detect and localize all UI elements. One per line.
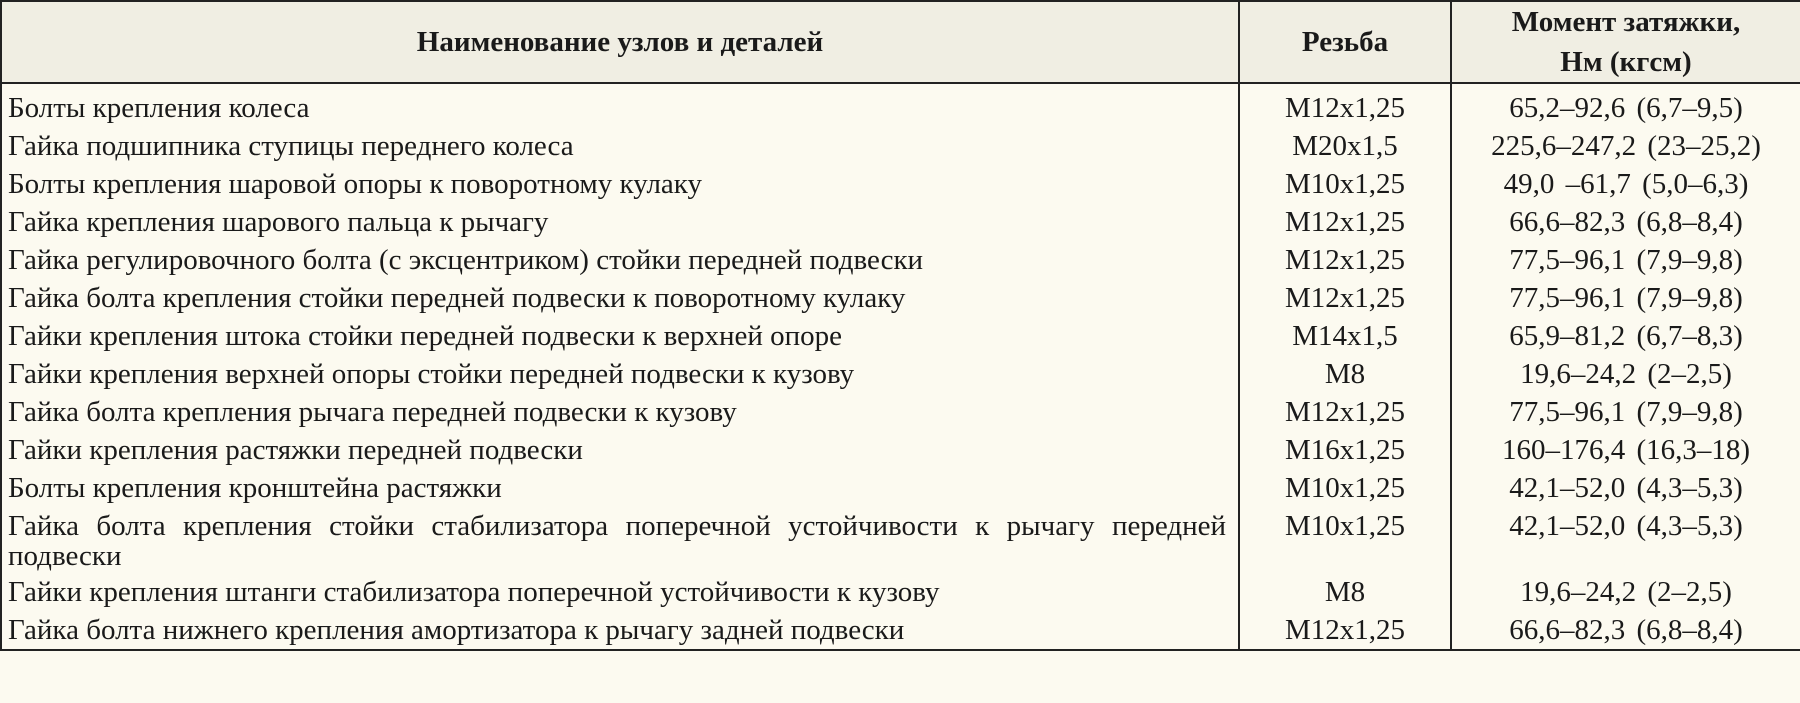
cell-torque: 42,1–52,0 (4,3–5,3)	[1451, 469, 1800, 507]
cell-name: Гайки крепления верхней опоры стойки передней подвески к кузову	[1, 355, 1239, 393]
table-body	[1, 83, 1800, 650]
table-row	[1, 611, 1800, 650]
table-row	[1, 203, 1800, 241]
header-row	[1, 1, 1800, 83]
table-header	[1, 1, 1800, 83]
cell-thread: M16x1,25	[1239, 431, 1451, 469]
cell-name: Гайки крепления штока стойки передней подвески к верхней опоре	[1, 317, 1239, 355]
cell-torque: 49,0 –61,7 (5,0–6,3)	[1451, 165, 1800, 203]
cell-name: Гайки крепления растяжки передней подвески	[1, 431, 1239, 469]
table-row	[1, 241, 1800, 279]
cell-thread: M8	[1239, 355, 1451, 393]
table-row	[1, 279, 1800, 317]
cell-thread: M12x1,25	[1239, 203, 1451, 241]
table-row	[1, 393, 1800, 431]
header-name: Наименование узлов и деталей	[1, 1, 1239, 83]
header-torque-line1: Момент затяжки,	[1511, 6, 1741, 38]
cell-name: Гайки крепления штанги стабилизатора поперечной устойчивости к кузову	[1, 573, 1239, 611]
cell-thread: M8	[1239, 573, 1451, 611]
cell-torque: 65,2–92,6 (6,7–9,5)	[1451, 83, 1800, 127]
cell-thread: M12x1,25	[1239, 241, 1451, 279]
table-row	[1, 127, 1800, 165]
cell-thread: M10x1,25	[1239, 507, 1451, 573]
cell-torque: 77,5–96,1 (7,9–9,8)	[1451, 393, 1800, 431]
cell-torque: 160–176,4 (16,3–18)	[1451, 431, 1800, 469]
cell-thread: M14x1,5	[1239, 317, 1451, 355]
table-row	[1, 469, 1800, 507]
table-row	[1, 507, 1800, 573]
cell-name: Болты крепления шаровой опоры к поворотному кулаку	[1, 165, 1239, 203]
cell-thread: M10x1,25	[1239, 165, 1451, 203]
header-torque	[1451, 1, 1800, 83]
cell-torque: 42,1–52,0 (4,3–5,3)	[1451, 507, 1800, 573]
cell-thread: M12x1,25	[1239, 83, 1451, 127]
cell-name: Гайка подшипника ступицы переднего колеса	[1, 127, 1239, 165]
table-row	[1, 431, 1800, 469]
cell-name: Гайка болта крепления рычага передней подвески к кузову	[1, 393, 1239, 431]
cell-name: Гайка болта крепления стойки передней подвески к поворотному кулаку	[1, 279, 1239, 317]
cell-name: Болты крепления колеса	[1, 83, 1239, 127]
cell-torque: 225,6–247,2 (23–25,2)	[1451, 127, 1800, 165]
cell-thread: M20x1,5	[1239, 127, 1451, 165]
cell-torque: 19,6–24,2 (2–2,5)	[1451, 573, 1800, 611]
cell-name: Гайка болта нижнего крепления амортизатора к рычагу задней подвески	[1, 611, 1239, 650]
cell-name: Болты крепления кронштейна растяжки	[1, 469, 1239, 507]
cell-name: Гайка болта крепления стойки стабилизатора поперечной устойчивости к рычагу передней подвески	[1, 507, 1239, 573]
table-row	[1, 317, 1800, 355]
cell-torque: 77,5–96,1 (7,9–9,8)	[1451, 241, 1800, 279]
table-row	[1, 573, 1800, 611]
header-torque-line2: Нм (кгсм)	[1560, 46, 1692, 78]
cell-torque: 66,6–82,3 (6,8–8,4)	[1451, 203, 1800, 241]
table-row	[1, 165, 1800, 203]
cell-name: Гайка крепления шарового пальца к рычагу	[1, 203, 1239, 241]
cell-torque: 65,9–81,2 (6,7–8,3)	[1451, 317, 1800, 355]
header-thread: Резьба	[1239, 1, 1451, 83]
cell-thread: M12x1,25	[1239, 393, 1451, 431]
table-row	[1, 83, 1800, 127]
cell-thread: M12x1,25	[1239, 279, 1451, 317]
cell-thread: M10x1,25	[1239, 469, 1451, 507]
cell-name: Гайка регулировочного болта (с эксцентриком) стойки передней подвески	[1, 241, 1239, 279]
cell-torque: 19,6–24,2 (2–2,5)	[1451, 355, 1800, 393]
cell-thread: M12x1,25	[1239, 611, 1451, 650]
cell-torque: 77,5–96,1 (7,9–9,8)	[1451, 279, 1800, 317]
table-row	[1, 355, 1800, 393]
cell-torque: 66,6–82,3 (6,8–8,4)	[1451, 611, 1800, 650]
